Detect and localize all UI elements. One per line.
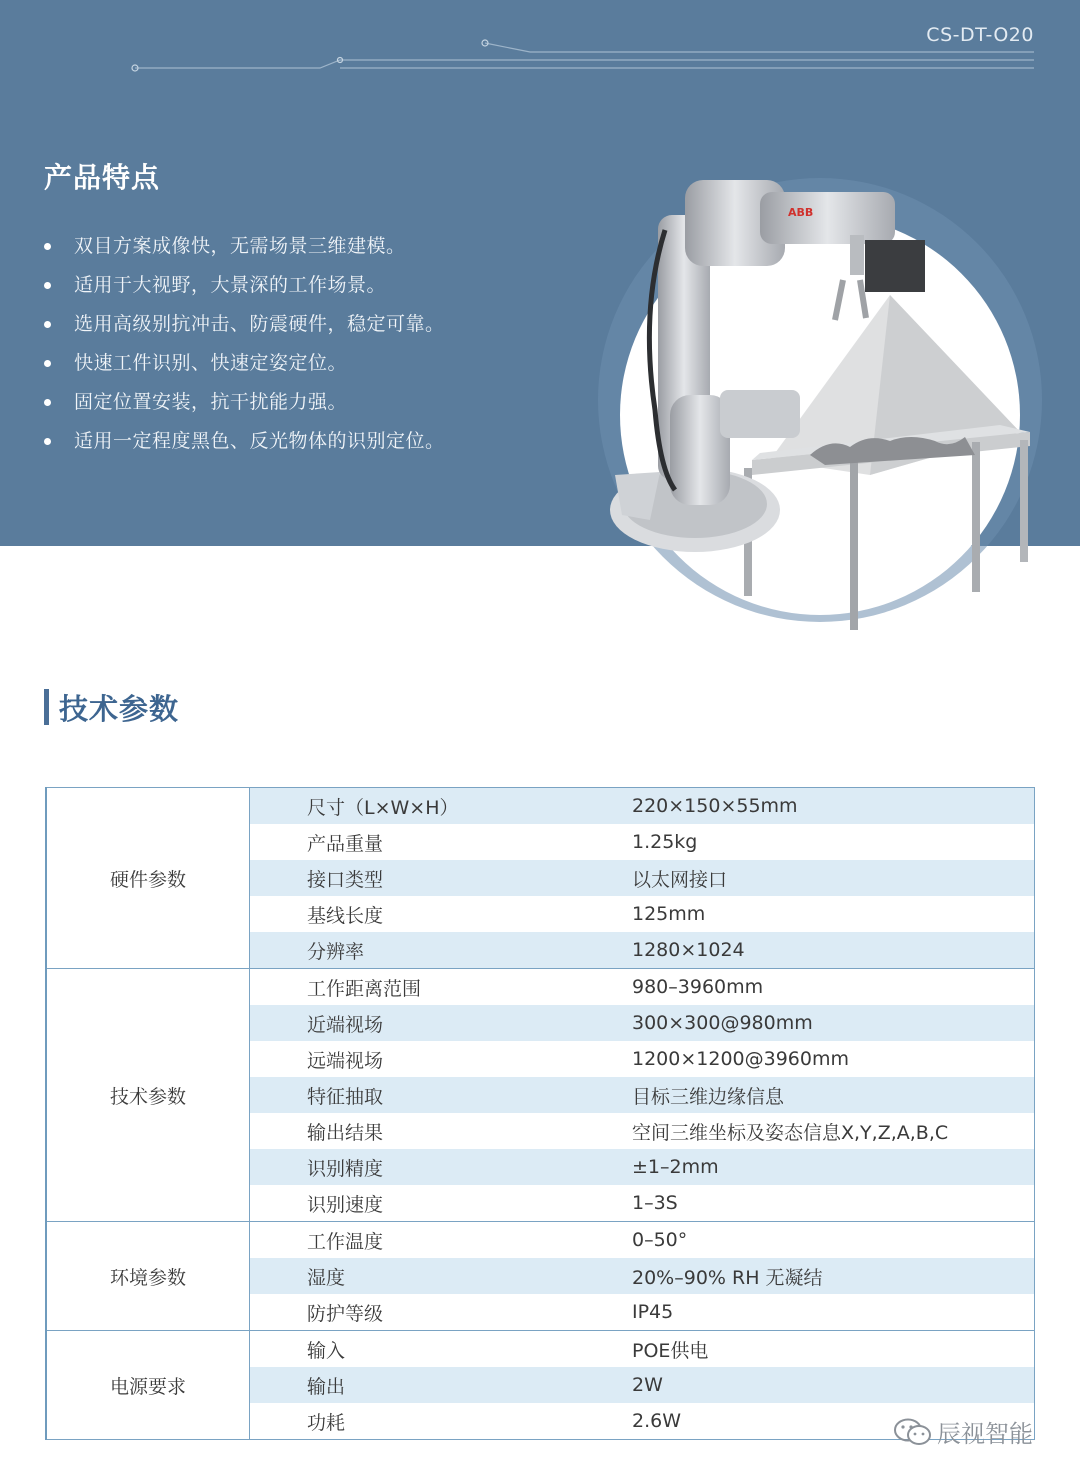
table-row xyxy=(46,788,1035,825)
param-value: 1200×1200@3960mm xyxy=(625,1041,1035,1077)
param-label: 尺寸（L×W×H） xyxy=(250,788,626,825)
param-value: 220×150×55mm xyxy=(625,788,1035,825)
param-label: 特征抽取 xyxy=(250,1077,626,1113)
param-label: 识别速度 xyxy=(250,1185,626,1222)
feature-item: 适用一定程度黑色、反光物体的识别定位。 xyxy=(44,424,445,463)
param-label: 输出 xyxy=(250,1367,626,1403)
group-hardware: 硬件参数 xyxy=(46,788,250,969)
param-label: 工作温度 xyxy=(250,1222,626,1259)
param-value: 1.25kg xyxy=(625,824,1035,860)
param-value: 980–3960mm xyxy=(625,969,1035,1006)
param-label: 远端视场 xyxy=(307,1049,384,1072)
param-value: 0–50° xyxy=(625,1222,1035,1259)
param-value: 2W xyxy=(625,1367,1035,1403)
param-value: 2.6W xyxy=(625,1403,1035,1440)
param-label: 识别精度 xyxy=(250,1149,626,1185)
watermark-text: 辰视智能 xyxy=(937,1420,1033,1448)
section-title-bar xyxy=(44,689,49,725)
param-value: 125mm xyxy=(625,896,1035,932)
feature-item: 选用高级别抗冲击、防震硬件，稳定可靠。 xyxy=(44,307,445,346)
feature-item: 适用于大视野，大景深的工作场景。 xyxy=(44,268,445,307)
table-row xyxy=(46,969,1035,1006)
param-label: 产品重量 xyxy=(307,832,384,855)
watermark xyxy=(893,1414,1033,1449)
param-value: 1280×1024 xyxy=(625,932,1035,969)
param-label: 防护等级 xyxy=(250,1294,626,1331)
section-title-text: 技术参数 xyxy=(59,691,180,726)
param-value: ±1–2mm xyxy=(625,1149,1035,1185)
robot-arm-illustration xyxy=(560,170,1060,640)
param-label: 分辨率 xyxy=(250,932,626,969)
feature-item: 固定位置安装，抗干扰能力强。 xyxy=(44,385,445,424)
feature-item: 快速工件识别、快速定姿定位。 xyxy=(44,346,445,385)
group-environment: 环境参数 xyxy=(46,1222,250,1331)
features-title: 产品特点 xyxy=(44,161,161,194)
table-row xyxy=(46,1222,1035,1259)
param-value: 20%–90% RH 无凝结 xyxy=(625,1258,1035,1294)
param-label: 湿度 xyxy=(250,1258,626,1294)
param-label: 输入 xyxy=(250,1331,626,1368)
document-code: CS-DT-O20 xyxy=(926,24,1034,46)
spec-table xyxy=(45,787,1035,1440)
feature-item: 双目方案成像快，无需场景三维建模。 xyxy=(44,229,445,268)
group-technical: 技术参数 xyxy=(46,969,250,1222)
param-label: 近端视场 xyxy=(250,1005,626,1041)
param-label: 基线长度 xyxy=(307,904,384,927)
section-title xyxy=(44,688,179,726)
param-value: 以太网接口 xyxy=(625,860,1035,896)
group-power: 电源要求 xyxy=(46,1331,250,1440)
param-value: 空间三维坐标及姿态信息X,Y,Z,A,B,C xyxy=(625,1113,1035,1149)
wechat-icon xyxy=(893,1417,933,1447)
param-value: 1–3S xyxy=(625,1185,1035,1222)
param-label: 工作距离范围 xyxy=(250,969,626,1006)
features-list xyxy=(44,229,445,463)
param-value: 300×300@980mm xyxy=(625,1005,1035,1041)
param-value: IP45 xyxy=(625,1294,1035,1331)
param-value: 目标三维边缘信息 xyxy=(625,1077,1035,1113)
param-value: POE供电 xyxy=(625,1331,1035,1368)
robot-logo: ABB xyxy=(788,206,814,219)
decorative-lines xyxy=(0,0,1080,90)
param-label: 输出结果 xyxy=(307,1121,384,1144)
table-row xyxy=(46,1331,1035,1368)
param-label: 功耗 xyxy=(250,1403,626,1440)
param-label: 接口类型 xyxy=(250,860,626,896)
